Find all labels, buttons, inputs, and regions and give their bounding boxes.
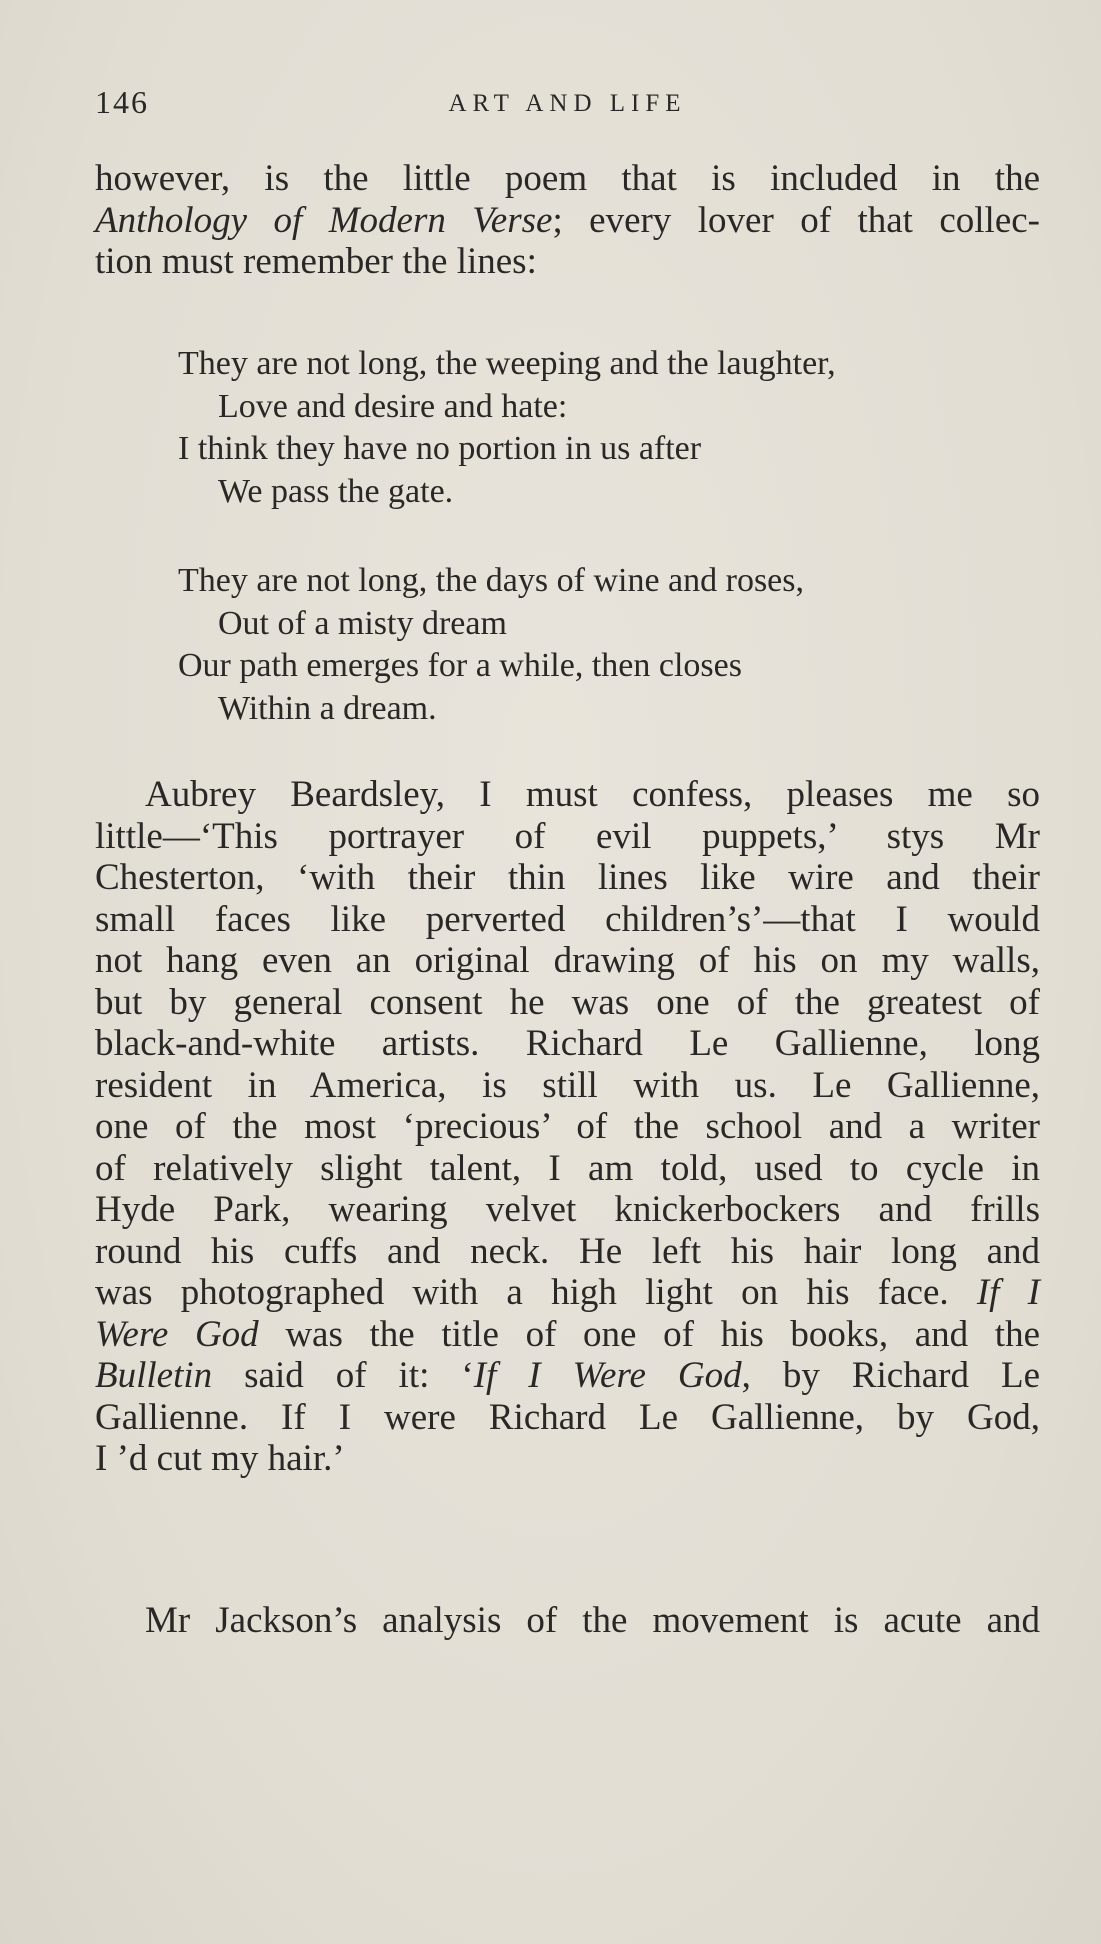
poem-line: Our path emerges for a while, then closes [178, 647, 742, 684]
text-line: Aubrey Beardsley, I must confess, pleases me so [145, 774, 1040, 815]
text-line: small faces like perverted children’s’—that I would [95, 898, 1040, 940]
paragraph-1 [95, 158, 1040, 283]
text-line: Chesterton, ‘with their thin lines like wire and their [95, 857, 1040, 898]
italic-title: Anthology of Modern Verse [95, 199, 553, 241]
page-header [95, 84, 1040, 124]
poem-line: Out of a misty dream [218, 604, 507, 642]
text-line: Anthology of Modern Verse; every lover of that collec- [95, 199, 1040, 241]
text-line: was photographed with a high light on his face. If I [95, 1272, 1041, 1313]
italic-title: Bulletin [95, 1355, 213, 1396]
text-line: however, is the little poem that is included in the [95, 158, 1040, 199]
text-line: little—‘This portrayer of evil puppets,’ stys Mr [95, 815, 1040, 857]
page-number: 146 [95, 84, 149, 120]
poem-line: Love and desire and hate: [218, 387, 568, 425]
italic-title: If I Were God [473, 1355, 742, 1396]
text-line: of relatively slight talent, I am told, used to cycle in [95, 1147, 1040, 1189]
text-line: Gallienne. If I were Richard Le Gallienne, by God, [95, 1396, 1040, 1438]
text-line: Bulletin said of it: ‘If I Were God, by Richard Le [95, 1355, 1040, 1396]
italic-title: If I [976, 1272, 1041, 1313]
text-line: one of the most ‘precious’ of the school and a writer [95, 1106, 1040, 1147]
text-line: resident in America, is still with us. Le Gallienne, [95, 1064, 1040, 1106]
poem-stanza-1 [178, 343, 836, 513]
poem-line: They are not long, the weeping and the laughter, [178, 345, 836, 382]
text-line: I ’d cut my hair.’ [95, 1438, 345, 1479]
poem-line: I think they have no portion in us after [178, 430, 702, 467]
text-line: Hyde Park, wearing velvet knickerbockers and frills [95, 1189, 1040, 1230]
text-line: not hang even an original drawing of his on my walls, [95, 940, 1040, 981]
text-line: Were God was the title of one of his books, and the [95, 1313, 1040, 1355]
italic-title: Were God [95, 1313, 259, 1355]
text-line: round his cuffs and neck. He left his hair long and [95, 1230, 1040, 1272]
poem-line: We pass the gate. [218, 472, 454, 510]
paragraph-3 [95, 1600, 1040, 1642]
running-title: ART AND LIFE [448, 90, 687, 117]
paragraph-2 [95, 774, 1040, 1480]
poem-line: They are not long, the days of wine and roses, [178, 562, 804, 599]
poem-stanza-2 [178, 560, 804, 730]
poem-line: Within a dream. [218, 689, 437, 727]
text-line: black-and-white artists. Richard Le Gallienne, long [95, 1023, 1040, 1064]
text-line: tion must remember the lines: [95, 241, 537, 282]
text-line: but by general consent he was one of the greatest of [95, 981, 1040, 1023]
text-line: Mr Jackson’s analysis of the movement is acute and [145, 1600, 1040, 1641]
